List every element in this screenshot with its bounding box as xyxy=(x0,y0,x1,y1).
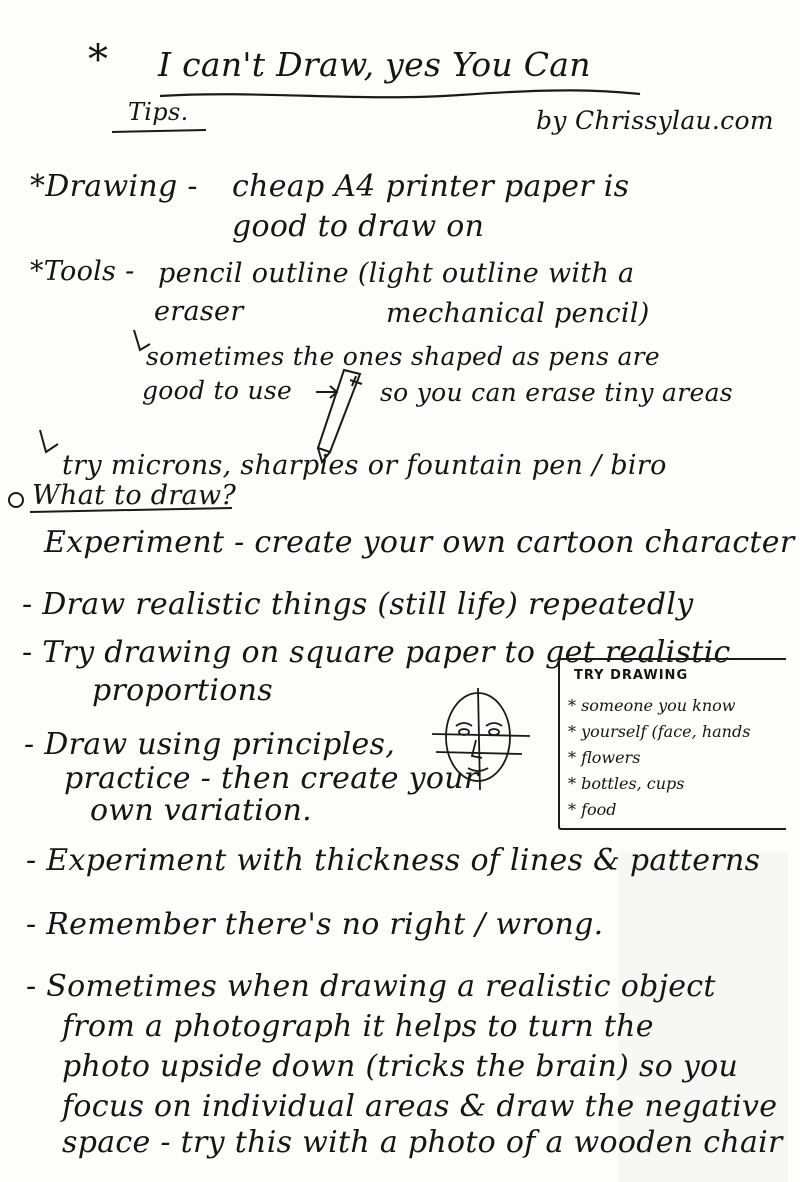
drawing-line-1: cheap A4 printer paper is xyxy=(232,169,630,204)
try-drawing-item: * food xyxy=(568,800,617,819)
pencil-sketch xyxy=(318,370,362,462)
list-item: - Try drawing on square paper to get realistic xyxy=(22,635,731,670)
list-item: - Draw realistic things (still life) repeatedly xyxy=(22,587,694,622)
title-star-icon: * xyxy=(88,37,109,83)
pen-arrow xyxy=(316,386,337,398)
drawing-marker: *Drawing - xyxy=(30,169,198,204)
tools-pens: try microns, sharpies or fountain pen / biro xyxy=(62,450,667,481)
title-underline xyxy=(160,90,640,97)
tools-note-1: sometimes the ones shaped as pens are xyxy=(146,342,661,371)
try-drawing-item: * someone you know xyxy=(568,696,736,715)
section-marker-circle xyxy=(9,493,23,507)
tools-line-1: pencil outline (light outline with a xyxy=(158,258,635,289)
list-item: focus on individual areas & draw the negative xyxy=(62,1089,778,1124)
tools-note-2-left: good to use xyxy=(142,376,293,405)
list-item: - Experiment with thickness of lines & patterns xyxy=(26,843,761,878)
microns-arrow xyxy=(40,430,58,452)
tips-underline xyxy=(112,130,206,132)
list-item: - Remember there's no right / wrong. xyxy=(26,907,604,942)
list-item: space - try this with a photo of a wooden chair xyxy=(62,1125,783,1160)
drawing-line-2: good to draw on xyxy=(232,209,485,244)
try-drawing-title: TRY DRAWING xyxy=(574,668,689,683)
list-item: from a photograph it helps to turn the xyxy=(62,1009,654,1044)
tools-line-2: mechanical pencil) xyxy=(386,298,650,329)
try-drawing-box xyxy=(558,658,786,830)
try-drawing-item: * yourself (face, hands xyxy=(568,722,751,741)
list-item: - Draw using principles, xyxy=(24,727,396,762)
try-drawing-item: * flowers xyxy=(568,748,641,767)
tools-eraser: eraser xyxy=(154,296,244,327)
list-item: proportions xyxy=(92,673,273,708)
list-item: practice - then create your xyxy=(64,761,479,796)
list-item: own variation. xyxy=(90,793,313,828)
byline: by Chrissylau.com xyxy=(536,106,774,135)
what-to-draw-marker: What to draw? xyxy=(32,480,237,511)
try-drawing-item: * bottles, cups xyxy=(568,774,685,793)
list-item: Experiment - create your own cartoon character xyxy=(44,525,795,560)
page-title: I can't Draw, yes You Can xyxy=(158,45,591,84)
tips-label: Tips. xyxy=(128,98,189,126)
tools-note-2-right: so you can erase tiny areas xyxy=(380,378,733,407)
tools-marker: *Tools - xyxy=(30,256,135,287)
list-item: - Sometimes when drawing a realistic object xyxy=(26,969,716,1004)
list-item: photo upside down (tricks the brain) so you xyxy=(62,1049,739,1084)
